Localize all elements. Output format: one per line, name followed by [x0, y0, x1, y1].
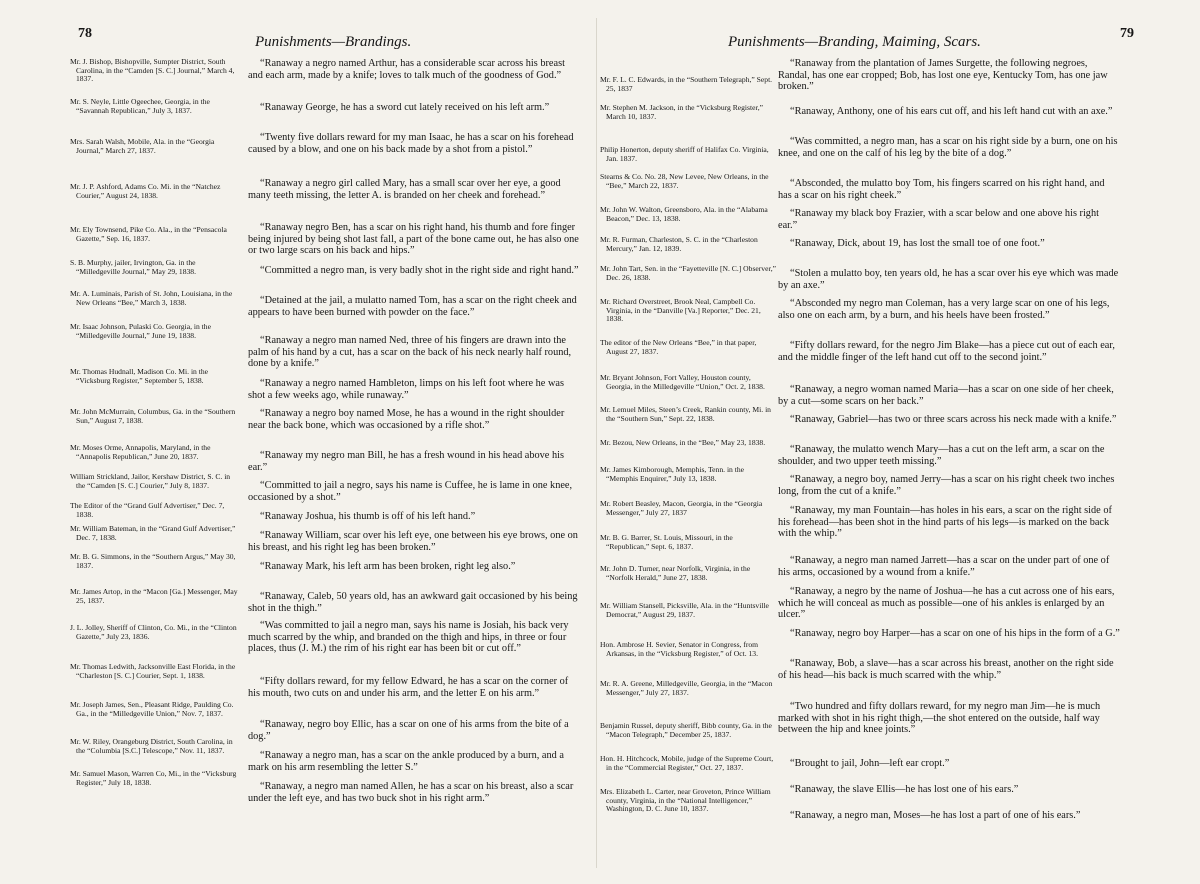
advertisement-entry: “Ranaway a negro girl called Mary, has a small scar over her eye, a good many teeth missing, the letter A. is branded on her cheek and forehead.”: [248, 178, 561, 201]
source-citation: Mr. Lemuel Miles, Steen’s Creek, Rankin county, Mi. in the “Southern Sun,” Sept. 22, 1838.: [600, 405, 771, 423]
advertisement-entry: “Ranaway, a negro by the name of Joshua—he has a cut across one of his ears, which he will conceal as much as possible—one of his ankles is enlarged by an ulcer.”: [778, 586, 1115, 621]
source-citation: Mr. Ely Townsend, Pike Co. Ala., in the “Pensacola Gazette,” Sep. 16, 1837.: [70, 225, 227, 243]
advertisement-entry: “Absconded my negro man Coleman, has a very large scar on one of his legs, also one on each arm, by a burn, and his heels have been frosted.”: [778, 298, 1110, 321]
source-citation: Mr. F. L. C. Edwards, in the “Southern Telegraph,” Sept. 25, 1837: [600, 75, 773, 93]
source-citation: Mr. William Bateman, in the “Grand Gulf Advertiser,” Dec. 7, 1838.: [70, 524, 236, 542]
source-citation: Mr. Samuel Mason, Warren Co, Mi., in the “Vicksburg Register,” July 18, 1838.: [70, 769, 237, 787]
advertisement-entry: “Ranaway, Anthony, one of his ears cut off, and his left hand cut with an axe.”: [790, 106, 1113, 117]
source-citation: Mr. John W. Walton, Greensboro, Ala. in the “Alabama Beacon,” Dec. 13, 1838.: [600, 205, 768, 223]
source-citation: Mr. R. A. Greene, Milledgeville, Georgia, in the “Macon Messenger,” July 27, 1837.: [600, 679, 773, 697]
advertisement-entry: “Ranaway, a negro man named Jarrett—has a scar on the under part of one of his arms, occasioned by a wound from a knife.”: [778, 555, 1110, 578]
advertisement-entry: “Ranaway, Caleb, 50 years old, has an awkward gait occasioned by his being shot in the thigh.”: [248, 591, 578, 614]
advertisement-entry: “Stolen a mulatto boy, ten years old, he has a scar over his eye which was made by an axe.”: [778, 268, 1119, 291]
advertisement-entry: “Ranaway, Bob, a slave—has a scar across his breast, another on the right side of his head—his back is much scarred with the whip.”: [778, 658, 1114, 681]
advertisement-entry: “Ranaway negro Ben, has a scar on his right hand, his thumb and fore finger being injured by being shot last fall, a part of the bone came out, he has also one or two large scars on his back and hips.”: [248, 222, 579, 257]
advertisement-entry: “Ranaway, a negro boy, named Jerry—has a scar on his right cheek two inches long, from the cut of a knife.”: [778, 474, 1115, 497]
source-citation: Mr. Isaac Johnson, Pulaski Co. Georgia, in the “Milledgeville Journal,” June 19, 1838.: [70, 322, 211, 340]
advertisement-entry: “Ranaway, a negro woman named Maria—has a scar on one side of her cheek, by a cut—some scars on her back.”: [778, 384, 1114, 407]
running-head: Punishments—Branding, Maiming, Scars.: [728, 34, 981, 50]
source-citation: Mr. Robert Beasley, Macon, Georgia, in the “Georgia Messenger,” July 27, 1837: [600, 499, 763, 517]
advertisement-entry: “Two hundred and fifty dollars reward, for my negro man Jim—he is much marked with shot in his right thigh,—the shot entered on the outside, half way between the hip and knee joints.”: [778, 701, 1101, 736]
advertisement-entry: “Ranaway my black boy Frazier, with a scar below and one above his right ear.”: [778, 208, 1099, 231]
source-citation: Mr. J. Bishop, Bishopville, Sumpter District, South Carolina, in the “Camden [S. C.] Journal,” March 4, 1837.: [70, 57, 235, 84]
source-citation: Mr. William Stansell, Picksville, Ala. in the “Huntsville Democrat,” August 29, 1837.: [600, 601, 769, 619]
advertisement-entry: “Ranaway, a negro man named Allen, he has a scar on his breast, also a scar under the left eye, and has two buck shot in his right arm.”: [248, 781, 574, 804]
advertisement-entry: “Fifty dollars reward, for the negro Jim Blake—has a piece cut out of each ear, and the middle finger of the left hand cut off to the second joint.”: [778, 340, 1115, 363]
advertisement-entry: “Ranaway George, he has a sword cut lately received on his left arm.”: [260, 102, 550, 113]
source-citation: Mr. R. Furman, Charleston, S. C. in the “Charleston Mercury,” Jan. 12, 1839.: [600, 235, 758, 253]
advertisement-entry: “Ranaway a negro boy named Mose, he has a wound in the right shoulder near the back bone, which was occasioned by a rifle shot.”: [248, 408, 565, 431]
advertisement-entry: “Ranaway, negro boy Harper—has a scar on one of his hips in the form of a G.”: [790, 628, 1120, 639]
source-citation: Mr. Moses Orme, Annapolis, Maryland, in the “Annapolis Republican,” June 20, 1837.: [70, 443, 211, 461]
source-citation: Mr. James Kimborough, Memphis, Tenn. in the “Memphis Enquirer,” July 13, 1838.: [600, 465, 745, 483]
source-citation: Mr. S. Neyle, Little Ogeechee, Georgia, in the “Savannah Republican,” July 3, 1837.: [70, 97, 210, 115]
advertisement-entry: “Committed to jail a negro, says his name is Cuffee, he is lame in one knee, occasioned by a shot.”: [248, 480, 573, 503]
source-citation: Mr. Thomas Hudnall, Madison Co. Mi. in the “Vicksburg Register,” September 5, 1838.: [70, 367, 209, 385]
source-citation: Mrs. Sarah Walsh, Mobile, Ala. in the “Georgia Journal,” March 27, 1837.: [70, 137, 215, 155]
advertisement-entry: “Ranaway from the plantation of James Surgette, the following negroes, Randal, has one ear cropped; Bob, has lost one eye, Kentucky Tom, has one jaw broken.”: [778, 58, 1108, 93]
source-citation: Mr. Bezou, New Orleans, in the “Bee,” May 23, 1838.: [600, 438, 766, 447]
advertisement-entry: “Ranaway a negro named Hambleton, limps on his left foot where he was shot a few weeks ago, while runaway.”: [248, 378, 564, 401]
source-citation: Benjamin Russel, deputy sheriff, Bibb county, Ga. in the “Macon Telegraph,” December 25, 1837.: [600, 721, 772, 739]
advertisement-entry: “Absconded, the mulatto boy Tom, his fingers scarred on his right hand, and has a scar on his right cheek.”: [778, 178, 1105, 201]
source-citation: Mr. J. P. Ashford, Adams Co. Mi. in the “Natchez Courier,” August 24, 1838.: [70, 182, 221, 200]
page-number: 79: [1120, 26, 1134, 41]
advertisement-entry: “Ranaway a negro man, has a scar on the ankle produced by a burn, and a mark on his arm resembling the letter S.”: [248, 750, 564, 773]
advertisement-entry: “Ranaway, Gabriel—has two or three scars across his neck made with a knife.”: [790, 414, 1117, 425]
advertisement-entry: “Ranaway Joshua, his thumb is off of his left hand.”: [260, 511, 476, 522]
source-citation: Mr. Stephen M. Jackson, in the “Vicksburg Register,” March 10, 1837.: [600, 103, 763, 121]
advertisement-entry: “Was committed, a negro man, has a scar on his right side by a burn, one on his knee, and one on the calf of his leg by the bite of a dog.”: [778, 136, 1118, 159]
source-citation: Mr. John McMurrain, Columbus, Ga. in the “Southern Sun,” August 7, 1838.: [70, 407, 236, 425]
advertisement-entry: “Ranaway a negro man named Ned, three of his fingers are drawn into the palm of his hand by a cut, has a scar on the back of his neck nearly half round, done by a knife.”: [248, 335, 572, 370]
right-page: [600, 0, 1200, 884]
advertisement-entry: “Twenty five dollars reward for my man Isaac, he has a scar on his forehead caused by a blow, and one on his back made by a shot from a pistol.”: [248, 132, 574, 155]
source-citation: Mr. John Tart, Sen. in the “Fayetteville [N. C.] Observer,” Dec. 26, 1838.: [600, 264, 776, 282]
advertisement-entry: “Was committed to jail a negro man, says his name is Josiah, his back very much scarred by the whip, and branded on the thigh and hips, in three or four places, thus (J. M.) the rim of his right ear has been bit or cut off.”: [248, 620, 569, 655]
source-citation: Mr. B. G. Simmons, in the “Southern Argus,” May 30, 1837.: [70, 552, 236, 570]
advertisement-entry: “Fifty dollars reward, for my fellow Edward, he has a scar on the corner of his mouth, two cuts on and under his arm, and the letter E on his arm.”: [248, 676, 569, 699]
source-citation: Mr. John D. Turner, near Norfolk, Virginia, in the “Norfolk Herald,” June 27, 1838.: [600, 564, 751, 582]
source-citation: Mr. Joseph James, Sen., Pleasant Ridge, Paulding Co. Ga., in the “Milledgeville Union,” Nov. 7, 1837.: [70, 700, 234, 718]
advertisement-entry: “Ranaway, the mulatto wench Mary—has a cut on the left arm, a scar on the shoulder, and two upper teeth missing.”: [778, 444, 1105, 467]
advertisement-entry: “Ranaway, negro boy Ellic, has a scar on one of his arms from the bite of a dog.”: [248, 719, 569, 742]
page-number: 78: [78, 26, 92, 41]
source-citation: Mr. Thomas Ledwith, Jacksonville East Florida, in the “Charleston [S. C.] Courier, Sept. 1, 1838.: [70, 662, 236, 680]
advertisement-entry: “Committed a negro man, is very badly shot in the right side and right hand.”: [260, 265, 579, 276]
advertisement-entry: “Brought to jail, John—left ear cropt.”: [790, 758, 950, 769]
source-citation: S. B. Murphy, jailer, Irvington, Ga. in the “Milledgeville Journal,” May 29, 1838.: [70, 258, 196, 276]
advertisement-entry: “Ranaway, my man Fountain—has holes in his ears, a scar on the right side of his forehead—has been shot in the hind parts of his legs—is marked on the back with the whip.”: [778, 505, 1112, 540]
source-citation: Hon. Ambrose H. Sevier, Senator in Congress, from Arkansas, in the “Vicksburg Register,” of Oct. 13.: [600, 640, 759, 658]
source-citation: The Editor of the “Grand Gulf Advertiser,” Dec. 7, 1838.: [70, 501, 225, 519]
source-citation: William Strickland, Jailor, Kershaw District, S. C. in the “Camden [S. C.] Courier,” July 8, 1837.: [70, 472, 231, 490]
advertisement-entry: “Ranaway, a negro man, Moses—he has lost a part of one of his ears.”: [790, 810, 1081, 821]
source-citation: J. L. Jolley, Sheriff of Clinton, Co. Mi., in the “Clinton Gazette,” July 23, 1836.: [70, 623, 237, 641]
source-citation: Stearns & Co. No. 28, New Levee, New Orleans, in the “Bee,” March 22, 1837.: [600, 172, 769, 190]
source-citation: Mr. Bryant Johnson, Fort Valley, Houston county, Georgia, in the Milledgeville “Union,” Oct. 2, 1838.: [600, 373, 765, 391]
source-citation: Mr. W. Riley, Orangeburg District, South Carolina, in the “Columbia [S.C.] Telescope,” Nov. 11, 1837.: [70, 737, 233, 755]
advertisement-entry: “Ranaway William, scar over his left eye, one between his eye brows, one on his breast, and his right leg has been broken.”: [248, 530, 578, 553]
running-head: Punishments—Brandings.: [255, 34, 412, 50]
source-citation: The editor of the New Orleans “Bee,” in that paper, August 27, 1837.: [600, 338, 757, 356]
source-citation: Mr. James Artop, in the “Macon [Ga.] Messenger, May 25, 1837.: [70, 587, 238, 605]
source-citation: Mrs. Elizabeth L. Carter, near Groveton, Prince William county, Virginia, in the “National Intelligencer,” Washington, D. C. June 10, 1837.: [600, 787, 771, 814]
source-citation: Mr. A. Luminais, Parish of St. John, Louisiana, in the New Orleans “Bee,” March 3, 1838.: [70, 289, 233, 307]
advertisement-entry: “Ranaway, Dick, about 19, has lost the small toe of one foot.”: [790, 238, 1045, 249]
source-citation: Philip Honerton, deputy sheriff of Halifax Co. Virginia, Jan. 1837.: [600, 145, 769, 163]
advertisement-entry: “Ranaway a negro named Arthur, has a considerable scar across his breast and each arm, made by a knife; loves to talk much of the goodness of God.”: [248, 58, 565, 81]
advertisement-entry: “Ranaway my negro man Bill, he has a fresh wound in his head above his ear.”: [248, 450, 564, 473]
left-page: [0, 0, 598, 884]
source-citation: Mr. B. G. Barrer, St. Louis, Missouri, in the “Republican,” Sept. 6, 1837.: [600, 533, 733, 551]
advertisement-entry: “Detained at the jail, a mulatto named Tom, has a scar on the right cheek and appears to have been burned with powder on the face.”: [248, 295, 577, 318]
source-citation: Mr. Richard Overstreet, Brook Neal, Campbell Co. Virginia, in the “Danville [Va.] Reporter,” Dec. 21, 1838.: [600, 297, 761, 324]
advertisement-entry: “Ranaway Mark, his left arm has been broken, right leg also.”: [260, 561, 516, 572]
source-citation: Hon. H. Hitchcock, Mobile, judge of the Supreme Court, in the “Commercial Register,” Oct. 27, 1837.: [600, 754, 774, 772]
advertisement-entry: “Ranaway, the slave Ellis—he has lost one of his ears.”: [790, 784, 1019, 795]
